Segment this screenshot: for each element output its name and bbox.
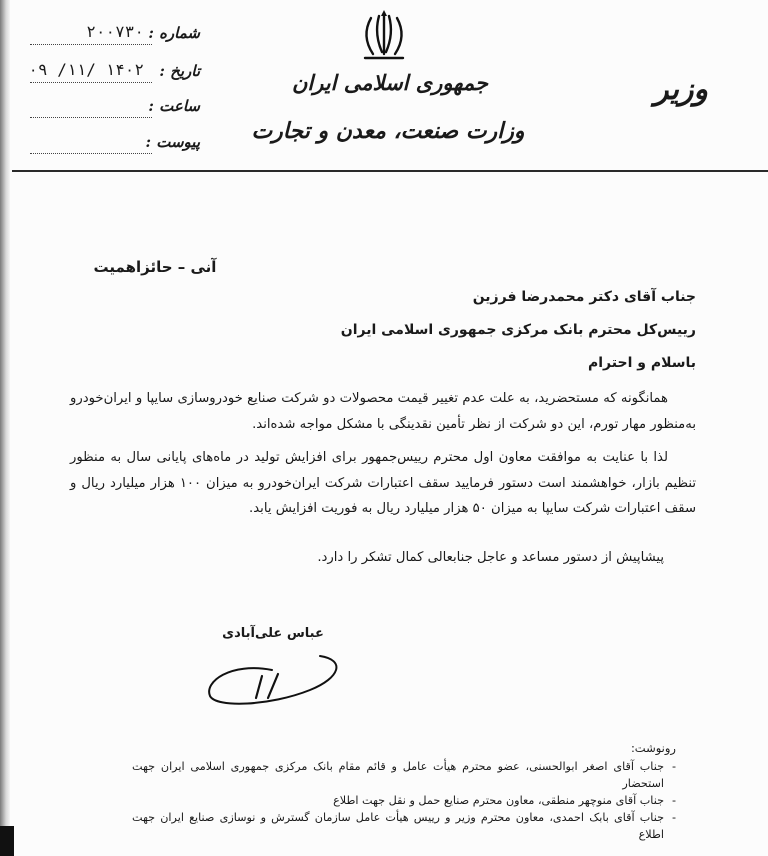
ministry-title: وزارت صنعت، معدن و تجارت [251,118,525,144]
signer-name: عباس علی‌آبادی [222,626,324,641]
greeting: باسلام و احترام [588,355,696,371]
copy-recipient-2: - جناب آقای منوچهر منطقی، معاون محترم صنایع حمل و نقل جهت اطلاع [333,794,676,807]
copy-recipient-text: جناب آقای بابک احمدی، معاون محترم وزیر و رییس هیأت عامل سازمان گسترش و نوسازی صنایع ایران جهت اطلاع [132,811,664,841]
copy-recipient-text: جناب آقای اصغر ابوالحسنی، عضو محترم هیأت عامل و قائم مقام بانک مرکزی جمهوری اسلامی ایران جهت استحضار [132,760,664,790]
body-paragraph-2: لذا با عنایت به موافقت معاون اول محترم رییس‌جمهور برای افزایش تولید در ماه‌های پایانی سال به منظور تنظیم بازار، خواهشمند است دستور فرمایید سقف اعتبارات شرکت ایران‌خودرو به میزان ۱۰۰ هزار میلیارد ریال و سقف اعتبارات شرکت سایپا به میزان ۵۰ هزار میلیارد ریال به فوریت افزایش یابد. [70,450,696,516]
body-paragraph-3: پیشاپیش از دستور مساعد و عاجل جنابعالی کمال تشکر را دارد. [317,550,664,565]
letter-time-field [30,95,200,121]
copy-recipient-3: - جناب آقای بابک احمدی، معاون محترم وزیر و رییس هیأت عامل سازمان گسترش و نوسازی صنایع ایران جهت اطلاع [132,811,676,841]
iran-emblem-icon [355,8,413,64]
letter-enclosure-line [30,153,152,154]
republic-title: جمهوری اسلامی ایران [291,70,489,95]
urgency-label: آنی – حائزاهمیت [93,258,217,276]
recipient-name: جناب آقای دکتر محمدرضا فرزین [472,289,696,305]
body-paragraph-1: همانگونه که مستحضرید، به علت عدم تغییر قیمت محصولات دو شرکت صنایع خودروسازی سایپا و ایران‌خودرو به‌منظور مهار تورم، این دو شرکت از نظر تأمین نقدینگی با مشکل مواجه شده‌اند. [70,391,696,432]
letter-number-value: ۲۰۰۷۳۰ [86,22,144,41]
letter-number-line [30,44,152,45]
letter-enclosure-field [30,131,200,157]
letter-number-label: شماره : [148,24,200,42]
letter-time-line [30,117,152,118]
letter-enclosure-label: پیوست : [145,133,200,151]
handwritten-signature-icon [200,640,350,710]
scan-dark-corner [0,826,14,856]
minister-title: وزیر [654,72,708,107]
header-divider [12,170,768,172]
scan-shadow-edge [0,0,10,856]
copy-recipient-text: جناب آقای منوچهر منطقی، معاون محترم صنایع حمل و نقل جهت اطلاع [333,794,664,807]
letter-number-field [30,22,200,48]
recipient-title: رییس‌کل محترم بانک مرکزی جمهوری اسلامی ایران [340,322,696,338]
letter-time-label: ساعت : [148,97,200,115]
letter-date-line [30,82,152,83]
copy-recipient-1: - جناب آقای اصغر ابوالحسنی، عضو محترم هیأت عامل و قائم مقام بانک مرکزی جمهوری اسلامی ایران جهت استحضار [132,760,676,790]
copies-title: رونوشت: [630,741,676,755]
letter-date-label: تاریخ : [159,62,200,80]
letter-date-field [30,60,200,86]
copies-list [132,758,676,843]
letter-date-value: ۱۴۰۲ /۱۱/ ۰۹ [28,60,144,79]
